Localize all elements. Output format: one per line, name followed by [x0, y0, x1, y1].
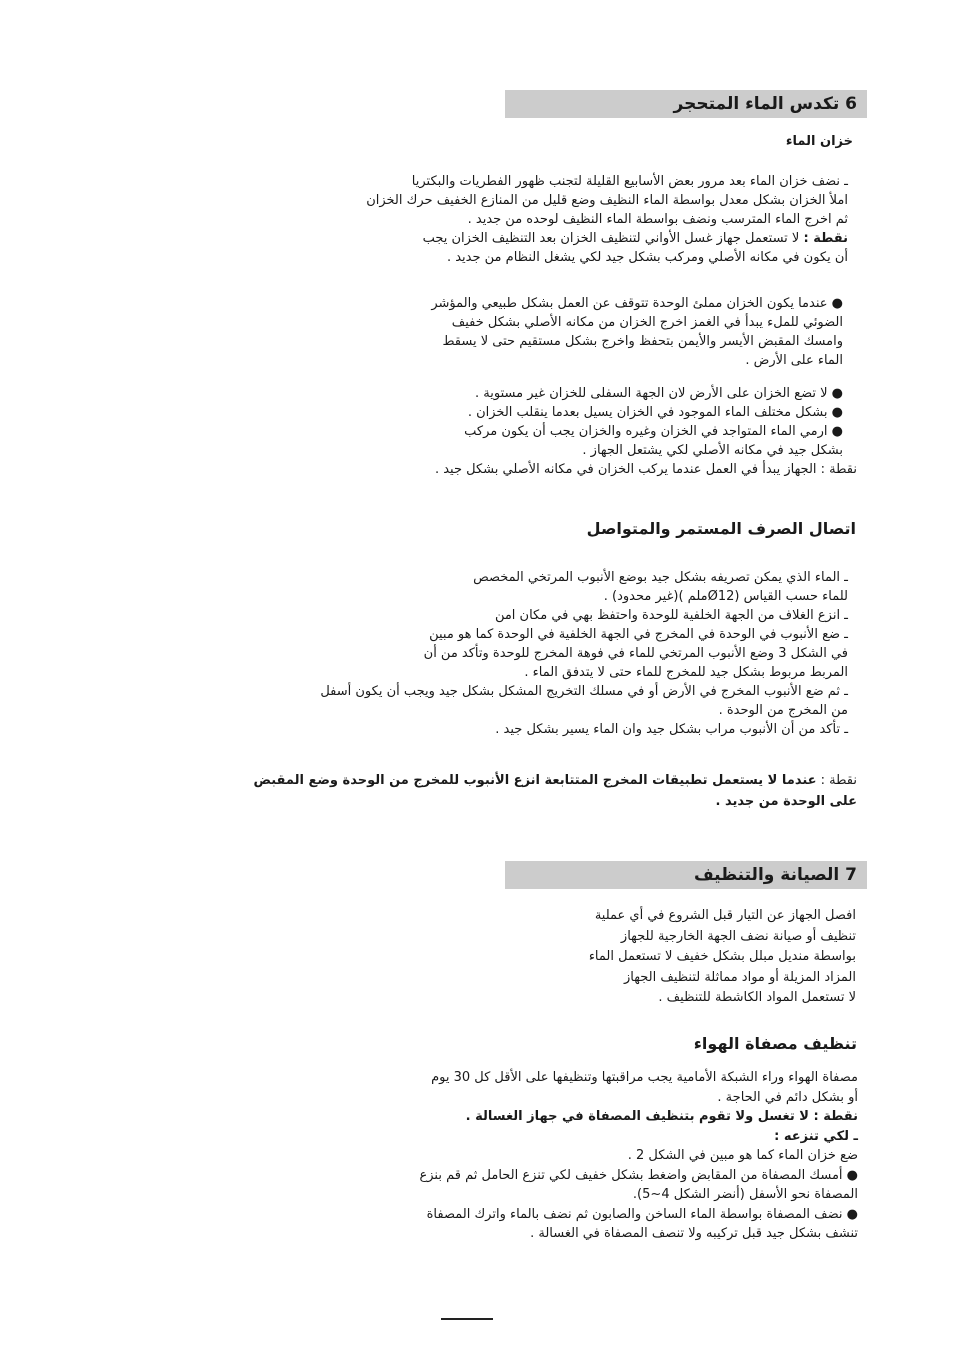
text-line: ثم اخرج الماء المترسب ونضف بواسطة الماء النظيف لوحده من جديد . [467, 212, 848, 227]
text-line: أو بشكل دائم في الحاجة . [717, 1089, 858, 1105]
note-line [254, 770, 858, 791]
water-tank-label: خزان الماء [785, 134, 853, 149]
tank-warnings-list [464, 384, 843, 460]
section-7-title: 7 الصيانة والتنظيف [693, 865, 857, 885]
text-line: أن يكون في مكانه الأصلي ومركب بشكل جيد لكي يشغل النظام من جديد . [446, 250, 848, 265]
text-line: للماء حسب القياس (Ø12ملم )(غير محدود) . [603, 589, 848, 604]
text-line: المزاد المزيلة أو مواد مماثلة لتنظيف الجهاز [624, 969, 856, 985]
text-line: ـ الماء الذي يمكن تصريفه بشكل جيد بوضع الأنبوب المرتخي المخصص [473, 570, 848, 585]
step-item: تنشف بشكل جيد قبل تركيبه ولا تنصف المصفاة في الغسالة . [530, 1226, 858, 1241]
drain-heading: اتصال الصرف المستمر والمتواصل [586, 519, 856, 538]
section-6-heading [505, 90, 867, 118]
note-line [366, 229, 848, 248]
text-line: ـ تأكد من أن الأنبوب مراب بشكل جيد وان الماء يسير بشكل جيد . [495, 722, 848, 737]
text-line: تنظيف أو صيانة نضف الجهة الخارجية للجهاز [620, 928, 856, 944]
text-line: افصل الجهاز عن التيار قبل الشروع في أي عملية [594, 908, 856, 923]
tank-note [435, 460, 857, 479]
text-line: في الشكل 3 وضع الأنبوب المرتخي للماء في فوهة المخرج للوحدة وتأكد من أن [423, 646, 848, 661]
step-item: ضع خزان الماء كما هو مبين في الشكل 2 . [627, 1148, 858, 1163]
note-line [254, 791, 858, 812]
drain-note [254, 770, 858, 812]
text-line: بواسطة منديل مبلل بشكل خفيف لا تستعمل الماء [588, 949, 856, 964]
text-line: ـ ضع الأنبوب في الوحدة في المخرج في الجهة الخلفية في الوحدة كما هو مبين [429, 627, 848, 642]
note-label: نقطة : [816, 773, 857, 788]
note-text: عندما لا يستعمل تطبيقات المخرج المتتابعة انزع الأنبوب للمخرج من الوحدة وضع المقبض [253, 773, 817, 788]
page-footer-rule [441, 1318, 493, 1320]
section-7-heading [505, 861, 867, 889]
remove-label: ـ لكي تنزعه : [774, 1128, 858, 1144]
text-line: ـ نضف خزان الماء بعد مرور بعض الأسابيع القليلة لتجنب ظهور الفطريات والبكتريا [411, 174, 848, 189]
air-filter-instructions [420, 1068, 859, 1244]
text-line: نقطة : الجهاز يبدأ في العمل عندما يركب الخزان في مكانه الأصلي بشكل جيد . [434, 462, 857, 477]
text-line: لا تستعمل المواد الكاشطة للتنظيف . [658, 990, 856, 1005]
text-line: ● عندما يكون الخزان مملئ الوحدة تتوقف عن العمل بشكل طبيعي والمؤشر [431, 296, 843, 311]
text-line: املأ الخزان بشكل معدل بواسطة الماء النظيف وضع قليل من المنازع الخفيف حرك الخزان [366, 193, 848, 208]
note-label: نقطة : [803, 231, 848, 246]
text-line: مصفاة الهواء وراء الشبكة الأمامية يجب مراقبتها وتنظيفها على الأقل كل 30 يوم [431, 1070, 858, 1085]
list-item: ● بشكل مختلف الماء الموجود في الخزان يسيل بعدما ينقلب الخزان . [467, 405, 843, 420]
section-6-title: 6 تكدس الماء المتحجر [673, 94, 857, 114]
note-line: نقطة : لا تغسل ولا تقوم بتنظيف المصفاة في جهاز الغسالة . [465, 1109, 858, 1124]
text-line: من المخرج من الوحدة . [718, 703, 848, 718]
text-line: وامسك المقبض الأيسر والأيمن بتحفظ واخرج بشكل مستقيم حتى لا يسقط [442, 334, 843, 349]
list-item: ● لا تضع الخزان على الأرض لان الجهة السفلى للخزان غير مستوية . [475, 386, 843, 401]
drain-instructions [320, 568, 848, 739]
maintenance-paragraph [589, 906, 856, 1009]
text-line: المربط مربوط بشكل جيد للمخرج للماء حتى لا يتدفق الماء . [524, 665, 848, 680]
text-line: ـ ثم ضع الأنبوب المخرج في الأرض أو في مسلك التخريج المشكل بشكل جيد ويجب أن يكون أسفل [320, 684, 848, 699]
note-text: لا تستعمل جهاز غسل الأواني لتنظيف الخزان بعد التنظيف الخزان يجب [422, 231, 804, 246]
tank-cleaning-paragraph [366, 172, 848, 267]
list-item: بشكل جيد في مكانه الأصلي لكي يشتعل الجهاز . [582, 443, 843, 458]
step-item: ● نضف المصفاة بواسطة الماء الساخن والصابون ثم نضف بالماء واترك المصفاة [426, 1206, 858, 1222]
text-line: ـ انزع الغلاف من الجهة الخلفية للوحدة واحتفظ بهي في مكان امن [494, 608, 848, 623]
text-line: الضوئي للملء يبدأ في الغمز اخرج الخزان من مكانه الأصلي بشكل خفيف [451, 315, 843, 330]
air-filter-heading: تنظيف مصفاة الهواء [693, 1034, 857, 1053]
list-item: ● ارمي الماء المتواجد في الخزان وغيره والخزان يجب أن يكون مركب [464, 424, 843, 439]
note-text: على الوحدة من جديد . [715, 794, 857, 809]
step-item: المصفاة نحو الأسفل (أنضر الشكل 4~5). [632, 1187, 858, 1202]
tank-full-bullet [431, 294, 843, 370]
step-item: ● أمسك المصفاة من المقابض واضغط بشكل خفيف لكي تنزع الحامل ثم قم بنزع [419, 1167, 858, 1183]
text-line: الماء على الأرض . [745, 353, 843, 368]
